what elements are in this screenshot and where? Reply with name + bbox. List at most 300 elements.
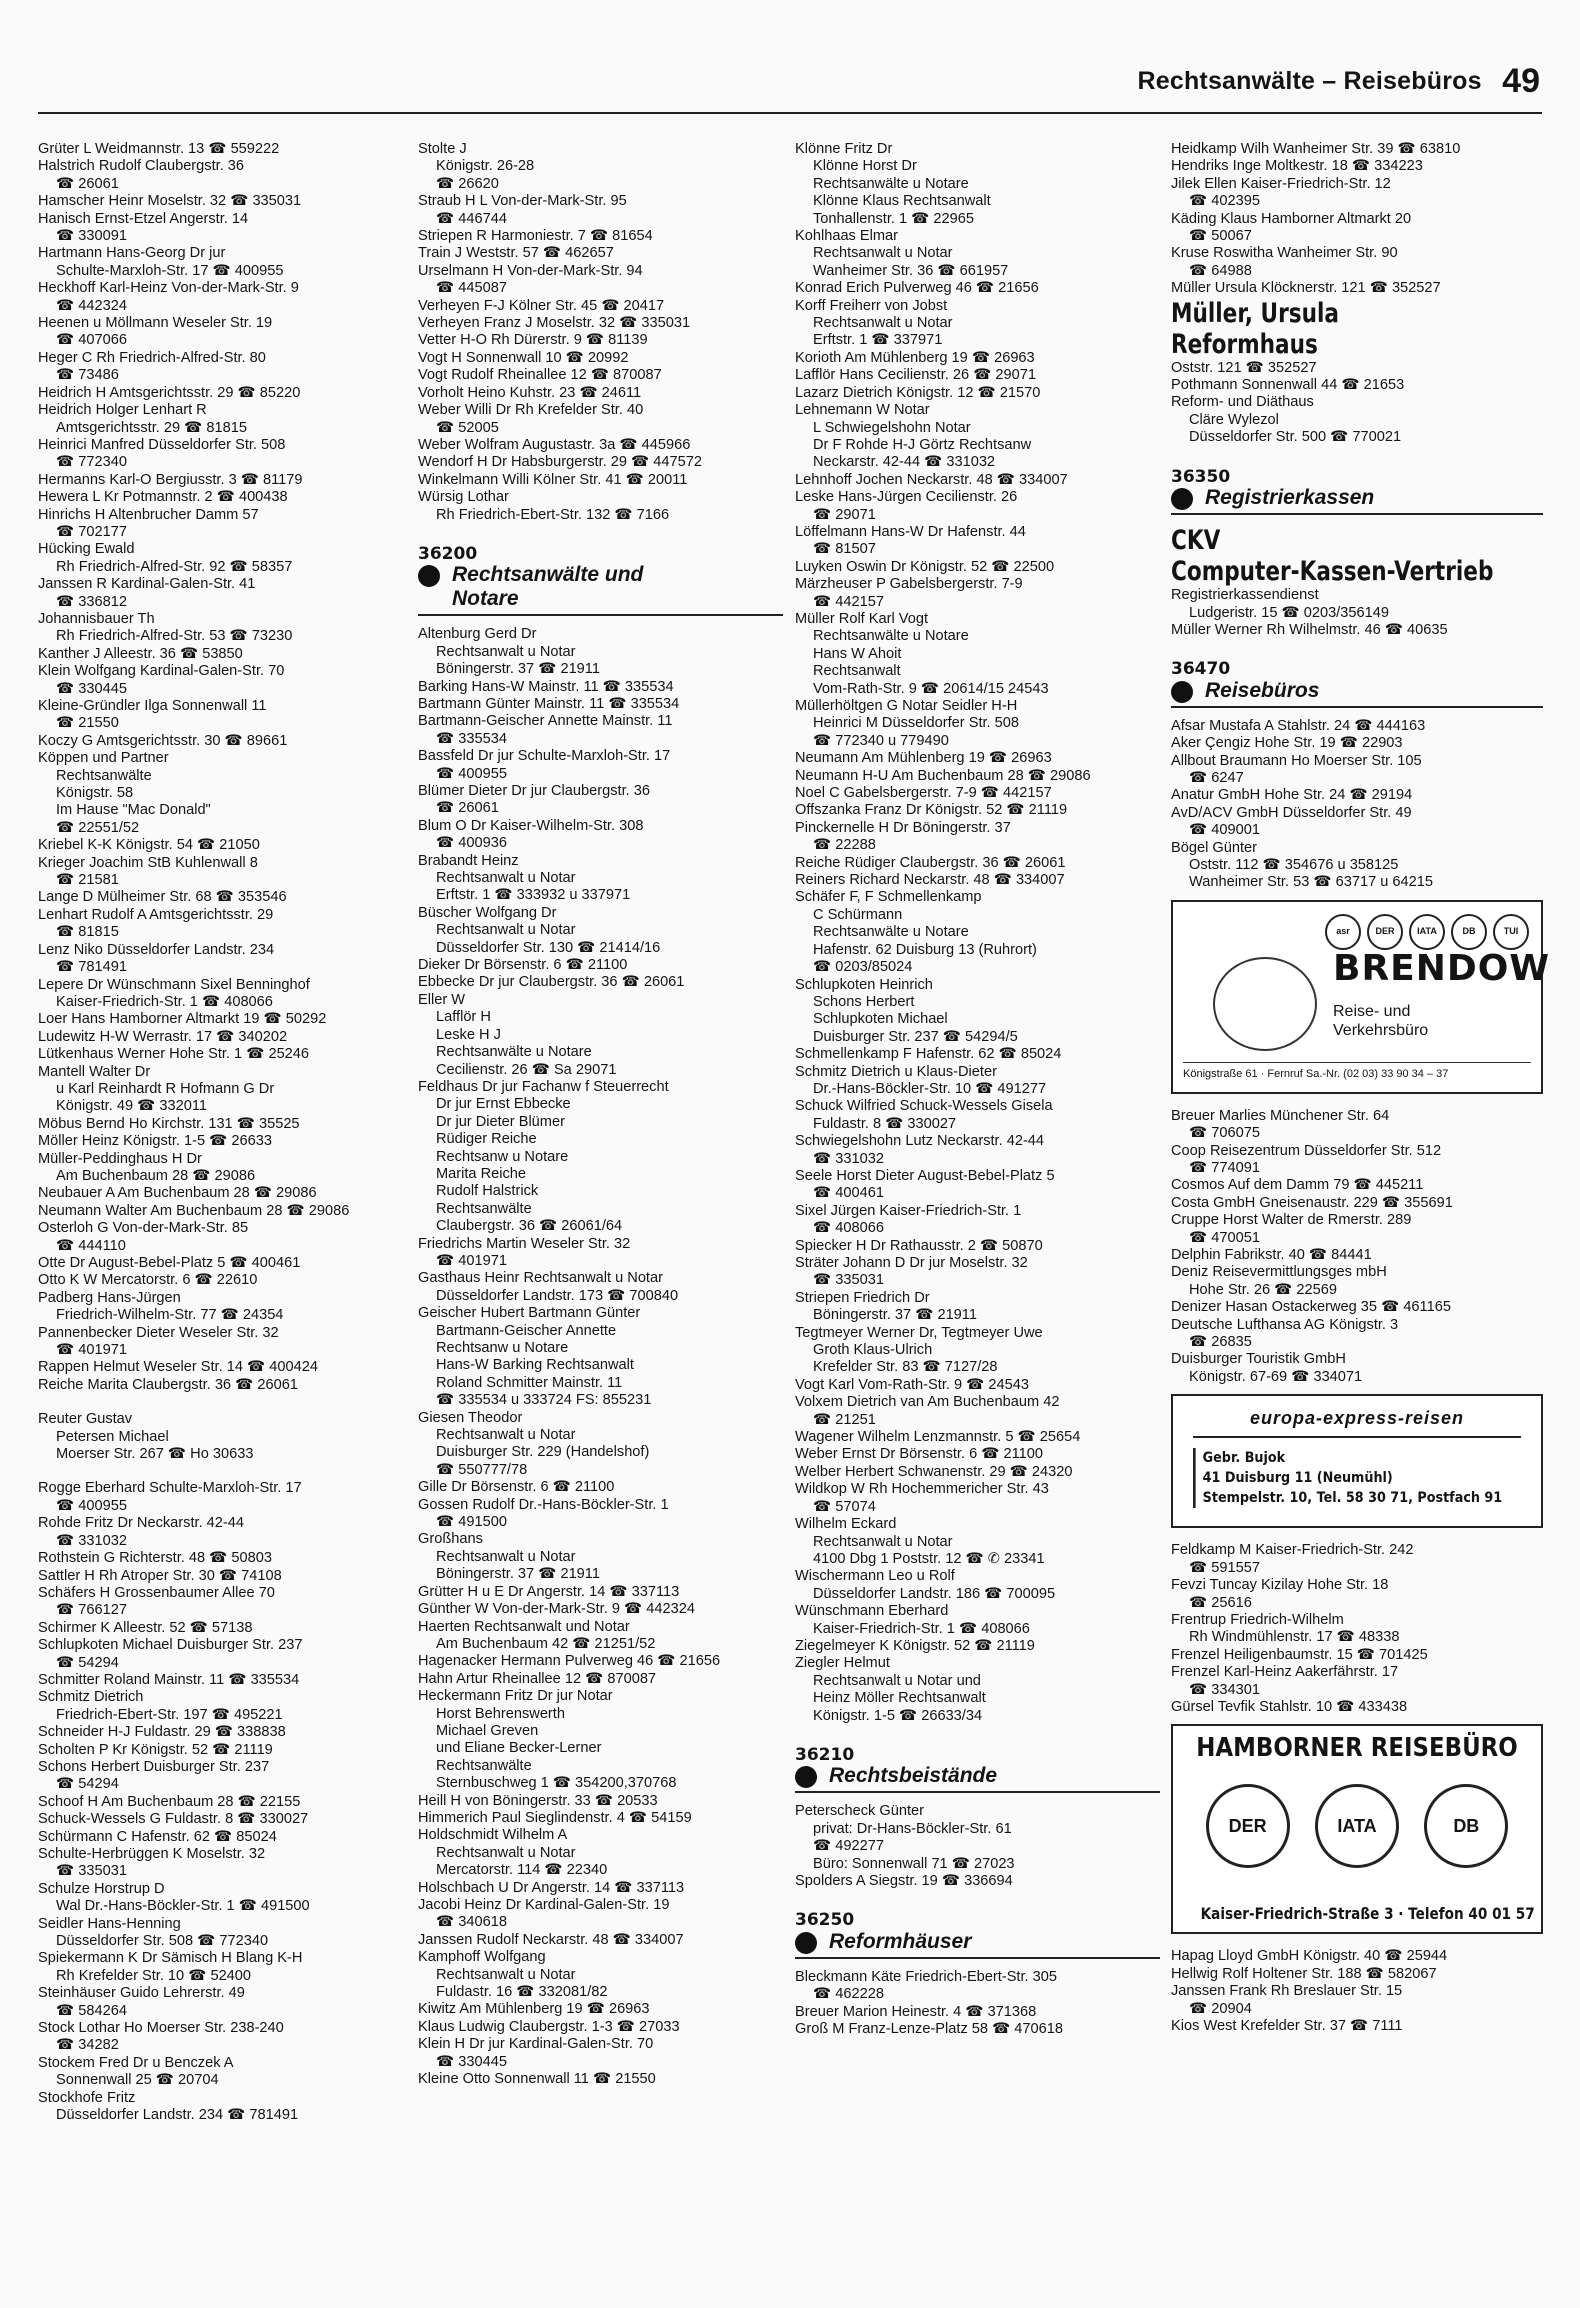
entry-name-line: Weber Ernst Dr Börsenstr. 6 ☎ 21100	[795, 1446, 1044, 1463]
directory-entry	[38, 1290, 403, 1325]
entry-detail-line: ☎ 401971	[436, 1252, 507, 1269]
directory-entry	[38, 1116, 403, 1133]
entry-detail-line: Fuldastr. 16 ☎ 332081/82	[436, 1984, 608, 2001]
directory-entry	[38, 889, 403, 906]
directory-entry	[418, 1497, 783, 1532]
entry-detail-line: ☎ 26835	[1189, 1334, 1252, 1351]
bullet-icon	[795, 1932, 817, 1954]
directory-entry	[1171, 211, 1543, 246]
entry-name-line: Bögel Günter	[1171, 839, 1257, 856]
entry-name-line: Padberg Hans-Jürgen	[38, 1289, 181, 1306]
entry-name-line: Schneider H-J Fuldastr. 29 ☎ 338838	[38, 1724, 286, 1741]
directory-entry	[38, 1046, 403, 1063]
entry-detail-line: Böningerstr. 37 ☎ 21911	[436, 661, 600, 678]
entry-name-line: Konrad Erich Pulverweg 46 ☎ 21656	[795, 280, 1039, 297]
entry-name-line: Heger C Rh Friedrich-Alfred-Str. 80	[38, 349, 266, 366]
entry-name-line: Lehnhoff Jochen Neckarstr. 48 ☎ 334007	[795, 471, 1068, 488]
entry-name-line: Allbout Braumann Ho Moerser Str. 105	[1171, 752, 1422, 769]
globe-logo-icon	[1213, 957, 1317, 1051]
entry-detail-line: Claubergstr. 36 ☎ 26061/64	[436, 1218, 623, 1235]
entry-detail-line: ☎ 706075	[1189, 1125, 1260, 1142]
entry-detail-line: ☎ 470051	[1189, 1229, 1260, 1246]
directory-entry	[38, 1480, 403, 1515]
entry-list	[1171, 141, 1543, 298]
entry-detail-line: ☎ 772340 u 779490	[813, 732, 949, 749]
directory-entry	[418, 1236, 783, 1271]
entry-name-line: Leske Hans-Jürgen Cecilienstr. 26	[795, 489, 1018, 506]
directory-entry	[418, 1305, 783, 1409]
directory-entry	[418, 818, 783, 853]
section-title: Reisebüros	[1205, 678, 1320, 702]
entry-name-line: Ludewitz H-W Werrastr. 17 ☎ 340202	[38, 1028, 288, 1045]
directory-entry	[795, 1655, 1160, 1725]
entry-name-line: Deutsche Lufthansa AG Königstr. 3	[1171, 1316, 1399, 1333]
entry-detail-line: ☎ 54294	[56, 1654, 119, 1671]
entry-name-line: Schmitz Dietrich u Klaus-Dieter	[795, 1063, 997, 1080]
entry-name-line: Müller Rolf Karl Vogt	[795, 610, 929, 627]
entry-detail-line: Im Hause "Mac Donald"	[56, 802, 211, 819]
entry-detail-line: Königstr. 58	[56, 785, 134, 802]
entry-name-line: Müller Werner Rh Wilhelmstr. 46 ☎ 40635	[1171, 621, 1448, 638]
entry-name-line: Bartmann-Geischer Annette Mainstr. 11	[418, 713, 673, 730]
brendow-sub-2: Verkehrsbüro	[1333, 1021, 1429, 1039]
entry-detail-line: Hafenstr. 62 Duisburg 13 (Ruhrort)	[813, 941, 1037, 958]
directory-entry	[418, 141, 783, 193]
directory-entry	[418, 679, 783, 696]
section-code: 36210	[795, 1744, 855, 1765]
entry-name-line: Neumann Walter Am Buchenbaum 28 ☎ 29086	[38, 1202, 350, 1219]
entry-detail-line: Groth Klaus-Ulrich	[813, 1342, 933, 1359]
entry-detail-line: Böningerstr. 37 ☎ 21911	[813, 1307, 977, 1324]
entry-name-line: Hapag Lloyd GmbH Königstr. 40 ☎ 25944	[1171, 1948, 1448, 1965]
directory-entry	[795, 802, 1160, 819]
directory-entry	[38, 1255, 403, 1272]
entry-name-line: Rohde Fritz Dr Neckarstr. 42-44	[38, 1515, 245, 1532]
entry-list	[418, 141, 783, 524]
entry-name-line: Coop Reisezentrum Düsseldorfer Str. 512	[1171, 1142, 1442, 1159]
entry-name-line: Weber Willi Dr Rh Krefelder Str. 40	[418, 402, 644, 419]
directory-entry	[1171, 1351, 1543, 1386]
entry-detail-line: Schons Herbert	[813, 993, 915, 1010]
entry-detail-line: ☎ 400955	[436, 765, 507, 782]
page-number: 49	[1502, 62, 1540, 100]
entry-list	[795, 1969, 1160, 2039]
directory-entry	[38, 576, 403, 611]
directory-entry	[795, 2021, 1160, 2038]
entry-name-line: Osterloh G Von-der-Mark-Str. 85	[38, 1220, 249, 1237]
directory-entry	[795, 1516, 1160, 1568]
directory-entry	[795, 1098, 1160, 1133]
directory-entry	[418, 1601, 783, 1618]
entry-name-line: Neumann Am Mühlenberg 19 ☎ 26963	[795, 750, 1052, 767]
column-1	[38, 141, 403, 2125]
entry-detail-line: Bartmann-Geischer Annette	[436, 1322, 617, 1339]
entry-name-line: Striepen R Harmoniestr. 7 ☎ 81654	[418, 228, 653, 245]
directory-entry	[795, 855, 1160, 872]
entry-name-line: Mantell Walter Dr	[38, 1063, 151, 1080]
directory-entry	[418, 367, 783, 384]
column-2	[418, 141, 783, 2088]
entry-detail-line: Duisburger Str. 229 (Handelshof)	[436, 1444, 650, 1461]
entry-detail-line: ☎ 331032	[813, 1150, 884, 1167]
directory-entry	[795, 977, 1160, 1047]
entry-detail-line: Sonnenwall 25 ☎ 20704	[56, 2072, 219, 2089]
entry-name-line: Neumann H-U Am Buchenbaum 28 ☎ 29086	[795, 767, 1091, 784]
entry-detail-line: Rechtsanwalt u Notar	[436, 870, 576, 887]
entry-name-line: Himmerich Paul Sieglindenstr. 4 ☎ 54159	[418, 1809, 692, 1826]
bullet-icon	[1171, 488, 1193, 510]
entry-detail-line: Rh Windmühlenstr. 17 ☎ 48338	[1189, 1629, 1400, 1646]
entry-name-line: Korioth Am Mühlenberg 19 ☎ 26963	[795, 349, 1035, 366]
directory-entry	[1171, 1212, 1543, 1247]
entry-name-line: Holdschmidt Wilhelm A	[418, 1827, 568, 1844]
directory-entry	[38, 1829, 403, 1846]
entry-name-line: Hanisch Ernst-Etzel Angerstr. 14	[38, 210, 249, 227]
directory-entry	[38, 507, 403, 542]
entry-detail-line: Hans W Ahoit	[813, 645, 902, 662]
entry-detail-line: Kaiser-Friedrich-Str. 1 ☎ 408066	[56, 993, 273, 1010]
entry-name-line: Schürmann C Hafenstr. 62 ☎ 85024	[38, 1828, 277, 1845]
directory-entry	[1171, 1948, 1543, 1965]
entry-name-line: Vogt Karl Vom-Rath-Str. 9 ☎ 24543	[795, 1376, 1029, 1393]
entry-name-line: Geischer Hubert Bartmann Günter	[418, 1305, 641, 1322]
directory-entry	[418, 992, 783, 1079]
entry-name-line: Schlupkoten Heinrich	[795, 976, 933, 993]
entry-detail-line: Wal Dr.-Hans-Böckler-Str. 1 ☎ 491500	[56, 1898, 310, 1915]
entry-name-line: Vogt H Sonnenwall 10 ☎ 20992	[418, 349, 629, 366]
directory-entry	[418, 957, 783, 974]
entry-detail-line: Rudolf Halstrick	[436, 1183, 539, 1200]
entry-list	[1171, 587, 1543, 639]
entry-name-line: Koczy G Amtsgerichtsstr. 30 ☎ 89661	[38, 732, 288, 749]
brendow-ad	[1171, 900, 1551, 1094]
entry-detail-line: ☎ 400936	[436, 835, 507, 852]
entry-name-line: Wischermann Leo u Rolf	[795, 1568, 955, 1585]
entry-detail-line: ☎ 334301	[1189, 1681, 1260, 1698]
entry-detail-line: ☎ 0203/85024	[813, 959, 913, 976]
entry-name-line: Heckhoff Karl-Heinz Von-der-Mark-Str. 9	[38, 280, 299, 297]
entry-detail-line: ☎ 330091	[56, 228, 127, 245]
entry-name-line: Gasthaus Heinr Rechtsanwalt u Notar	[418, 1270, 663, 1287]
entry-name-line: Stockem Fred Dr u Benczek A	[38, 2054, 234, 2071]
entry-detail-line: ☎ 52005	[436, 419, 499, 436]
entry-name-line: Costa GmbH Gneisenaustr. 229 ☎ 355691	[1171, 1194, 1453, 1211]
entry-name-line: Scholten P Kr Königstr. 52 ☎ 21119	[38, 1741, 273, 1758]
entry-detail-line: ☎ 34282	[56, 2037, 119, 2054]
directory-entry	[38, 1672, 403, 1689]
directory-entry	[38, 855, 403, 890]
section-reisebueros	[1171, 661, 1543, 707]
directory-entry	[1171, 1247, 1543, 1264]
entry-detail-line: Friedrich-Ebert-Str. 197 ☎ 495221	[56, 1706, 283, 1723]
entry-detail-line: ☎ 26061	[56, 175, 119, 192]
entry-name-line: Spiecker H Dr Rathausstr. 2 ☎ 50870	[795, 1237, 1043, 1254]
directory-entry	[418, 713, 783, 748]
entry-name-line: Ziegelmeyer K Königstr. 52 ☎ 21119	[795, 1637, 1035, 1654]
entry-name-line: Klein Wolfgang Kardinal-Galen-Str. 70	[38, 663, 285, 680]
directory-entry	[38, 1724, 403, 1741]
entry-name-line: Kiwitz Am Mühlenberg 19 ☎ 26963	[418, 2001, 650, 2018]
directory-entry	[38, 385, 403, 402]
directory-entry	[38, 1515, 403, 1550]
directory-entry	[1171, 840, 1543, 892]
entry-detail-line: Rechtsanwälte u Notare	[813, 175, 969, 192]
directory-entry	[1171, 1966, 1543, 1983]
entry-name-line: Loer Hans Hamborner Altmarkt 19 ☎ 50292	[38, 1011, 327, 1028]
directory-entry	[418, 2036, 783, 2071]
directory-entry	[418, 748, 783, 783]
section-registrierkassen	[1171, 466, 1543, 515]
entry-detail-line: ☎ 335031	[813, 1272, 884, 1289]
directory-entry	[418, 489, 783, 524]
directory-entry	[1171, 377, 1543, 394]
entry-name-line: Duisburger Touristik GmbH	[1171, 1351, 1346, 1368]
directory-entry	[38, 1846, 403, 1881]
directory-entry	[418, 332, 783, 349]
europa-express-ad	[1171, 1394, 1543, 1528]
entry-name-line: Schmellenkamp F Hafenstr. 62 ☎ 85024	[795, 1046, 1062, 1063]
entry-name-line: Dieker Dr Börsenstr. 6 ☎ 21100	[418, 957, 628, 974]
entry-detail-line: Rh Krefelder Str. 10 ☎ 52400	[56, 1967, 252, 1984]
entry-name-line: Neubauer A Am Buchenbaum 28 ☎ 29086	[38, 1185, 317, 1202]
entry-detail-line: ☎ 550777/78	[436, 1461, 528, 1478]
entry-detail-line: ☎ 591557	[1189, 1559, 1260, 1576]
entry-name-line: Gürsel Tevfik Stahlstr. 10 ☎ 433438	[1171, 1698, 1408, 1715]
entry-detail-line: Michael Greven	[436, 1722, 539, 1739]
entry-detail-line: Erftstr. 1 ☎ 337971	[813, 332, 943, 349]
entry-name-line: Delphin Fabrikstr. 40 ☎ 84441	[1171, 1247, 1372, 1264]
entry-name-line: Schuck Wilfried Schuck-Wessels Gisela	[795, 1098, 1053, 1115]
entry-detail-line: Horst Behrenswerth	[436, 1705, 565, 1722]
entry-name-line: Registrierkassendienst	[1171, 587, 1319, 604]
entry-name-line: Reiche Rüdiger Claubergstr. 36 ☎ 26061	[795, 854, 1066, 871]
entry-detail-line: Rechtsanwalt u Notar	[436, 1427, 576, 1444]
section-code: 36470	[1171, 659, 1231, 680]
directory-entry	[38, 437, 403, 472]
entry-detail-line: Rechtsanwalt u Notar	[436, 643, 576, 660]
directory-entry	[418, 2071, 783, 2088]
entry-detail-line: ☎ 402395	[1189, 193, 1260, 210]
directory-entry	[38, 350, 403, 385]
entry-detail-line: ☎ 445087	[436, 280, 507, 297]
entry-name-line: Schulze Horstrup D	[38, 1880, 165, 1897]
entry-detail-line: ☎ 81507	[813, 541, 876, 558]
directory-entry	[1171, 622, 1543, 639]
entry-name-line: Groß M Franz-Lenze-Platz 58 ☎ 470618	[795, 2021, 1064, 2038]
entry-name-line: Oststr. 121 ☎ 352527	[1171, 359, 1317, 376]
directory-entry	[38, 1029, 403, 1046]
directory-entry	[418, 385, 783, 402]
entry-list	[1171, 1948, 1543, 2035]
directory-entry	[795, 298, 1160, 350]
entry-list	[1171, 718, 1543, 892]
directory-entry	[1171, 1264, 1543, 1299]
directory-entry	[418, 1410, 783, 1480]
entry-detail-line: ☎ 6247	[1189, 769, 1244, 786]
directory-entry	[1171, 360, 1543, 377]
entry-detail-line: ☎ 57074	[813, 1498, 876, 1515]
entry-name-line: Haerten Rechtsanwalt und Notar	[418, 1618, 630, 1635]
entry-name-line: Stockhofe Fritz	[38, 2089, 136, 2106]
directory-entry	[418, 696, 783, 713]
entry-detail-line: Klönne Klaus Rechtsanwalt	[813, 193, 991, 210]
entry-list	[38, 141, 403, 2125]
entry-name-line: Heidrich H Amtsgerichtsstr. 29 ☎ 85220	[38, 384, 301, 401]
entry-detail-line: Heinz Möller Rechtsanwalt	[813, 1690, 986, 1707]
entry-name-line: Holschbach U Dr Angerstr. 14 ☎ 337113	[418, 1879, 685, 1896]
bullet-icon	[1171, 681, 1193, 703]
entry-detail-line: Rh Friedrich-Ebert-Str. 132 ☎ 7166	[436, 506, 670, 523]
directory-entry	[38, 1916, 403, 1951]
directory-entry	[1171, 394, 1543, 446]
entry-name-line: Schons Herbert Duisburger Str. 237	[38, 1758, 270, 1775]
page-title: Rechtsanwälte – Reisebüros	[1137, 67, 1482, 95]
directory-entry	[795, 1969, 1160, 2004]
entry-detail-line: Dr.-Hans-Böckler-Str. 10 ☎ 491277	[813, 1080, 1047, 1097]
directory-entry	[795, 141, 1160, 228]
entry-name-line: Hewera L Kr Potmannstr. 2 ☎ 400438	[38, 489, 288, 506]
entry-name-line: Verheyen F-J Kölner Str. 45 ☎ 20417	[418, 297, 665, 314]
entry-name-line: Kleine Otto Sonnenwall 11 ☎ 21550	[418, 2071, 656, 2088]
entry-name-line: Löffelmann Hans-W Dr Hafenstr. 44	[795, 523, 1026, 540]
directory-entry	[795, 1325, 1160, 1377]
directory-entry	[38, 280, 403, 315]
entry-name-line: Schwiegelshohn Lutz Neckarstr. 42-44	[795, 1133, 1045, 1150]
entry-name-line: Hahn Artur Rheinallee 12 ☎ 870087	[418, 1670, 657, 1687]
entry-detail-line: ☎ 407066	[56, 332, 127, 349]
entry-name-line: Pothmann Sonnenwall 44 ☎ 21653	[1171, 377, 1405, 394]
entry-name-line: Sixel Jürgen Kaiser-Friedrich-Str. 1	[795, 1202, 1022, 1219]
directory-entry	[795, 611, 1160, 698]
directory-entry	[418, 1479, 783, 1496]
directory-entry	[38, 1759, 403, 1794]
entry-detail-line: Klönne Horst Dr	[813, 158, 917, 175]
entry-detail-line: ☎ 401971	[56, 1342, 127, 1359]
entry-detail-line: ☎ 26061	[436, 800, 499, 817]
entry-name-line: Kamphoff Wolfgang	[418, 1949, 546, 1966]
entry-detail-line: ☎ 330445	[436, 2053, 507, 2070]
entry-name-line: Altenburg Gerd Dr	[418, 626, 537, 643]
directory-entry	[1171, 141, 1543, 158]
entry-detail-line: Rechtsanwälte	[436, 1200, 532, 1217]
entry-name-line: Schlupkoten Michael Duisburger Str. 237	[38, 1637, 303, 1654]
entry-name-line: Barking Hans-W Mainstr. 11 ☎ 335534	[418, 678, 674, 695]
directory-entry	[795, 698, 1160, 750]
entry-detail-line: Königstr. 49 ☎ 332011	[56, 1098, 207, 1115]
entry-name-line: Köppen und Partner	[38, 750, 169, 767]
directory-entry	[1171, 1542, 1543, 1577]
entry-name-line: Kriebel K-K Königstr. 54 ☎ 21050	[38, 837, 260, 854]
entry-detail-line: Düsseldorfer Landstr. 173 ☎ 700840	[436, 1287, 679, 1304]
entry-detail-line: Fuldastr. 8 ☎ 330027	[813, 1115, 957, 1132]
entry-list	[795, 141, 1160, 1725]
entry-detail-line: Moerser Str. 267 ☎ Ho 30633	[56, 1446, 254, 1463]
directory-entry	[38, 646, 403, 663]
entry-detail-line: Mercatorstr. 114 ☎ 22340	[436, 1862, 608, 1879]
europa-banner: europa-express-reisen	[1193, 1410, 1521, 1438]
directory-entry	[38, 1620, 403, 1637]
entry-name-line: Blum O Dr Kaiser-Wilhelm-Str. 308	[418, 817, 644, 834]
entry-detail-line: Vom-Rath-Str. 9 ☎ 20614/15 24543	[813, 680, 1049, 697]
entry-detail-line: Erftstr. 1 ☎ 333932 u 337971	[436, 887, 631, 904]
entry-name-line: Striepen Friedrich Dr	[795, 1289, 930, 1306]
ckv-bold: CKV	[1171, 525, 1221, 557]
directory-entry	[38, 750, 403, 837]
column-3	[795, 141, 1160, 2038]
entry-name-line: Feldkamp M Kaiser-Friedrich-Str. 242	[1171, 1542, 1414, 1559]
entry-detail-line: Am Buchenbaum 42 ☎ 21251/52	[436, 1635, 656, 1652]
entry-detail-line: Schlupkoten Michael	[813, 1011, 948, 1028]
entry-detail-line: Neckarstr. 42-44 ☎ 331032	[813, 454, 996, 471]
section-title-line2: Notare	[452, 587, 519, 611]
entry-detail-line: Sternbuschweg 1 ☎ 354200,370768	[436, 1775, 677, 1792]
directory-entry	[795, 228, 1160, 280]
hamborner-ad	[1171, 1724, 1543, 1934]
directory-entry	[418, 1584, 783, 1601]
entry-name-line: Noel C Gabelsbergerstr. 7-9 ☎ 442157	[795, 785, 1052, 802]
entry-name-line: Steinhäuser Guido Lehrerstr. 49	[38, 1985, 245, 2002]
europa-city: 41 Duisburg 11 (Neumühl)	[1202, 1470, 1393, 1487]
directory-entry	[795, 1568, 1160, 1603]
directory-entry	[418, 263, 783, 298]
entry-name-line: Offszanka Franz Dr Königstr. 52 ☎ 21119	[795, 802, 1068, 819]
directory-entry	[38, 472, 403, 489]
entry-name-line: Möller Heinz Königstr. 1-5 ☎ 26633	[38, 1133, 272, 1150]
entry-detail-line: Rechtsanwalt	[813, 663, 901, 680]
entry-detail-line: ☎ 408066	[813, 1220, 884, 1237]
entry-detail-line: ☎ 336812	[56, 593, 127, 610]
entry-name-line: Jacobi Heinz Dr Kardinal-Galen-Str. 19	[418, 1897, 670, 1913]
directory-entry	[418, 1688, 783, 1792]
directory-entry	[795, 1446, 1160, 1463]
entry-detail-line: Lafflör H	[436, 1009, 491, 1026]
entry-detail-line: und Eliane Becker-Lerner	[436, 1740, 602, 1757]
directory-entry	[38, 1151, 403, 1186]
entry-detail-line: ☎ 331032	[56, 1532, 127, 1549]
entry-detail-line: Tonhallenstr. 1 ☎ 22965	[813, 210, 974, 227]
entry-detail-line: Hohe Str. 26 ☎ 22569	[1189, 1281, 1337, 1298]
directory-entry	[1171, 1143, 1543, 1178]
column-4	[1171, 141, 1551, 2035]
entry-detail-line: Friedrich-Wilhelm-Str. 77 ☎ 24354	[56, 1307, 284, 1324]
directory-entry	[795, 750, 1160, 767]
entry-detail-line: ☎ 81815	[56, 924, 119, 941]
entry-detail-line: Düsseldorfer Str. 508 ☎ 772340	[56, 1933, 269, 1950]
entry-detail-line: Ludgeristr. 15 ☎ 0203/356149	[1189, 604, 1389, 621]
directory-entry	[38, 2055, 403, 2090]
entry-gap	[38, 1394, 403, 1411]
directory-entry	[795, 1203, 1160, 1238]
directory-entry	[1171, 280, 1543, 297]
entry-name-line: Klein H Dr jur Kardinal-Galen-Str. 70	[418, 2036, 654, 2053]
entry-name-line: Urselmann H Von-der-Mark-Str. 94	[418, 262, 643, 279]
asr-logo-icon: asr	[1325, 914, 1361, 950]
directory-entry	[795, 1377, 1160, 1394]
entry-name-line: Eller W	[418, 991, 466, 1008]
directory-entry	[418, 783, 783, 818]
directory-entry	[795, 1290, 1160, 1325]
entry-detail-line: Rechtsanwälte u Notare	[813, 628, 969, 645]
entry-detail-line: Rechtsanwalt u Notar	[436, 1966, 576, 1983]
directory-entry	[1171, 805, 1543, 840]
entry-name-line: Volxem Dietrich van Am Buchenbaum 42	[795, 1394, 1060, 1411]
hamborner-address: Kaiser-Friedrich-Straße 3 · Telefon 40 01 57	[1200, 1903, 1535, 1923]
entry-detail-line: ☎ 21581	[56, 872, 119, 889]
directory-entry	[38, 1742, 403, 1759]
entry-name-line: Gossen Rudolf Dr.-Hans-Böckler-Str. 1	[418, 1496, 669, 1513]
entry-name-line: Winkelmann Willi Kölner Str. 41 ☎ 20011	[418, 471, 688, 488]
entry-name-line: Klaus Ludwig Claubergstr. 1-3 ☎ 27033	[418, 2018, 680, 2035]
